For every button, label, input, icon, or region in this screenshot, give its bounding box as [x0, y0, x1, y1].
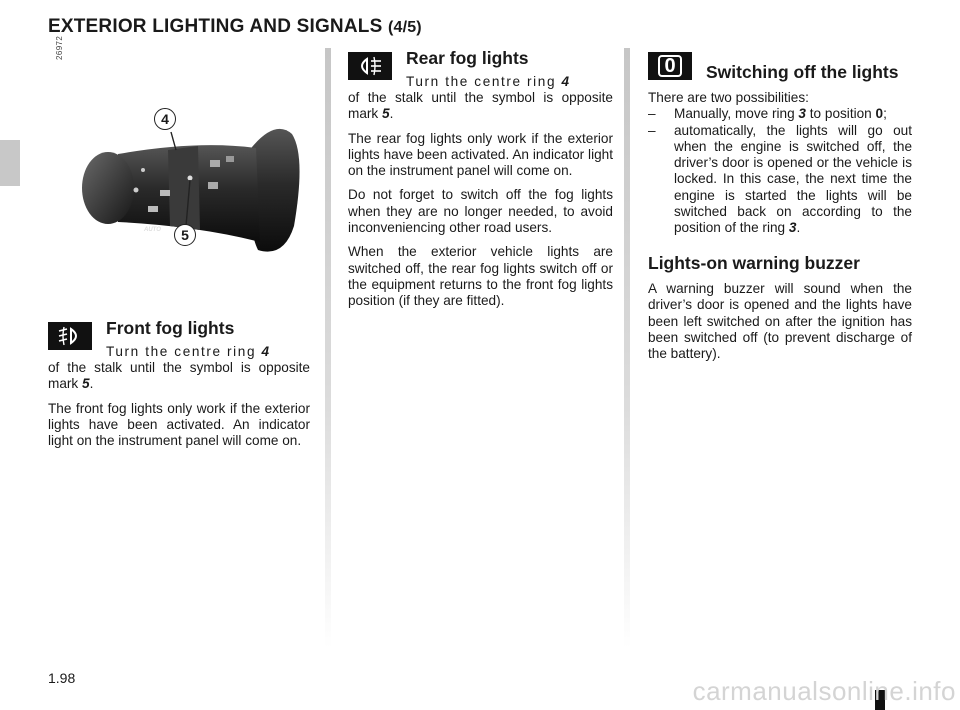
switch-off-list	[648, 106, 912, 236]
manual-position-ref: 0	[875, 106, 884, 122]
page-number: 1.98	[48, 670, 76, 686]
stalk-illustration	[48, 35, 310, 310]
manual-text-2: to position	[809, 106, 872, 122]
rear-fog-light-icon	[348, 52, 392, 80]
page-part-indicator: (4/5)	[387, 19, 422, 36]
switch-off-title: Switching off the lights	[706, 62, 899, 82]
front-fog-title: Front fog lights	[106, 318, 235, 338]
rear-fog-paragraph-2: Do not forget to switch off the fog lights when they are no longer needed, to avoid inconveniencing other road users.	[348, 187, 613, 236]
figure-code: 26972	[55, 35, 64, 60]
column-divider	[624, 48, 630, 648]
watermark: carmanualsonline.info	[692, 676, 956, 706]
rear-fog-lead-text: Turn the centre ring	[406, 74, 557, 89]
rear-fog-instruction: of the stalk until the symbol is opposite mark 5.	[348, 90, 613, 122]
front-fog-lead	[106, 344, 310, 360]
page-title	[48, 16, 422, 38]
list-item	[648, 123, 912, 237]
automatic-text: automatically, the lights will go out when the engine is switched off, the driver’s door is opened or the vehicle is locked. In this case, the next time the engine is started the lights will be switched back on according to the position of the ring	[674, 122, 912, 236]
front-fog-paragraph: The front fog lights only work if the exterior lights have been activated. An indicator light on the instrument panel will come on.	[48, 400, 310, 449]
rear-fog-paragraph-3: When the exterior vehicle lights are switched off, the rear fog lights switch off or the equipment returns to the front fog lights position (if they are fitted).	[348, 244, 613, 309]
rear-fog-title: Rear fog lights	[406, 48, 529, 68]
callout-5: 5	[174, 224, 196, 246]
front-fog-lead-text: Turn the centre ring	[106, 344, 257, 359]
section-tab-marker	[0, 140, 20, 186]
buzzer-title: Lights-on warning buzzer	[648, 252, 860, 273]
rear-fog-ring-ref: 4	[561, 74, 571, 89]
front-fog-heading	[48, 320, 310, 360]
front-fog-instruction-text: of the stalk until the symbol is opposite mark	[48, 360, 310, 392]
stalk-auto-label: AUTO	[144, 227, 161, 233]
page-title-text: EXTERIOR LIGHTING AND SIGNALS	[48, 16, 383, 37]
manual-punct: ;	[883, 106, 887, 122]
middle-column	[348, 50, 613, 318]
manual-ring-ref: 3	[798, 106, 806, 122]
rear-fog-paragraph-1: The rear fog lights only work if the exterior lights have been activated. An indicator light on the instrument panel will come on.	[348, 130, 613, 179]
rear-fog-lead	[406, 74, 613, 90]
switch-off-intro: There are two possibilities:	[648, 90, 809, 105]
lighting-stalk-drawing	[48, 50, 310, 310]
rear-fog-heading	[348, 50, 613, 90]
left-column	[48, 35, 310, 457]
manual-text: Manually, move ring	[674, 106, 795, 122]
lights-off-glyph: 0	[658, 55, 681, 77]
switch-off-heading	[648, 50, 912, 90]
front-fog-mark-ref: 5	[82, 376, 90, 392]
front-fog-ring-ref: 4	[261, 344, 271, 359]
buzzer-paragraph: A warning buzzer will sound when the driver’s door is opened and the lights have been left switched on after the ignition has been switched off (to prevent discharge of the battery).	[648, 280, 912, 362]
list-item	[648, 106, 912, 122]
callout-4: 4	[154, 108, 176, 130]
column-divider	[325, 48, 331, 648]
rear-fog-mark-ref: 5	[382, 106, 390, 122]
automatic-ring-ref: 3	[788, 220, 797, 236]
automatic-punct: .	[796, 220, 801, 236]
front-fog-instruction: of the stalk until the symbol is opposite mark 5.	[48, 360, 310, 392]
right-column	[648, 50, 912, 370]
rear-fog-instruction-text: of the stalk until the symbol is opposite mark	[348, 90, 613, 122]
lights-off-position-icon	[648, 52, 692, 80]
front-fog-light-icon	[48, 322, 92, 350]
